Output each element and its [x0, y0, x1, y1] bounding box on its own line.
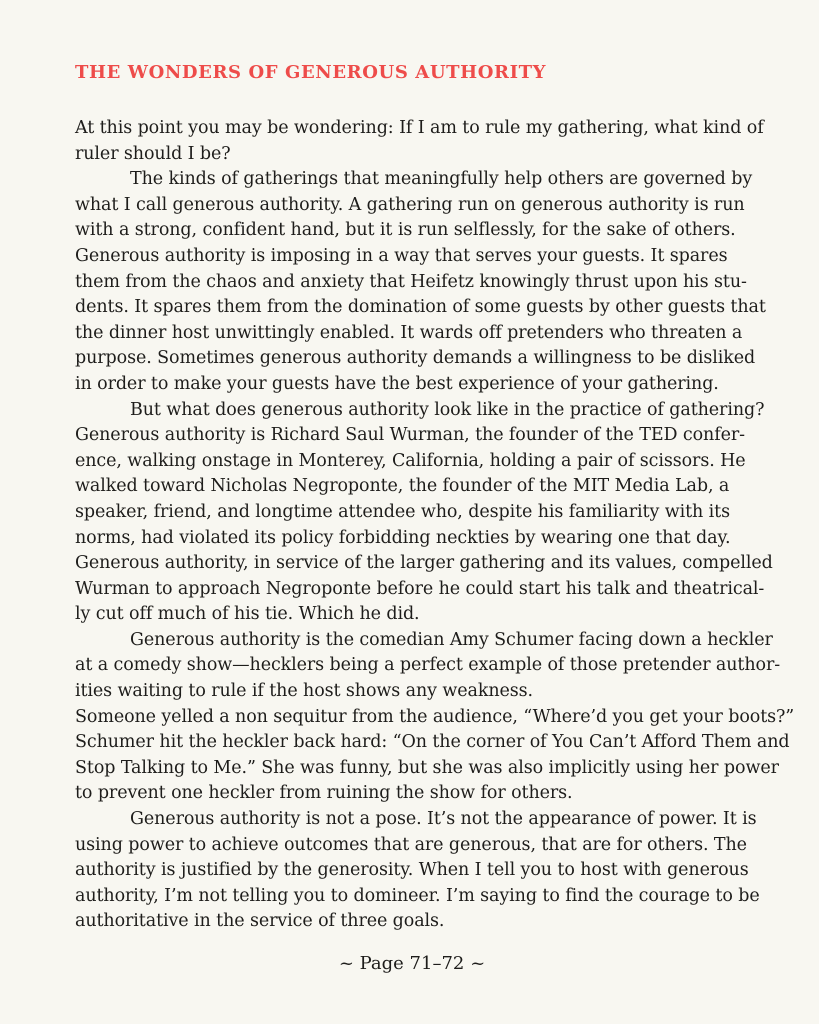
text-line: Schumer hit the heckler back hard: “On the corner of You Can’t Afford Them and: [75, 732, 790, 753]
text-line: Generous authority is imposing in a way that serves your guests. It spares: [75, 245, 728, 266]
text-line: Stop Talking to Me.” She was funny, but she was also implicitly using her power: [75, 757, 779, 778]
text-line: using power to achieve outcomes that are generous, that are for others. The: [75, 834, 747, 855]
text-line: Generous authority is the comedian Amy Schumer facing down a heckler: [130, 629, 773, 650]
text-line: norms, had violated its policy forbidding neckties by wearing one that day.: [75, 527, 731, 548]
text-line: At this point you may be wondering: If I am to rule my gathering, what kind of: [75, 118, 764, 138]
text-line: with a strong, confident hand, but it is run selflessly, for the sake of others.: [75, 220, 736, 241]
text-line: what I call generous authority. A gathering run on generous authority is run: [75, 194, 745, 215]
text-line: authority is justified by the generosity. When I tell you to host with generous: [75, 860, 749, 881]
text-line: at a comedy show—hecklers being a perfect example of those pretender author-: [75, 655, 781, 676]
text-line: Generous authority, in service of the larger gathering and its values, compelled: [75, 553, 773, 574]
text-line: Generous authority is Richard Saul Wurman, the founder of the TED confer-: [75, 425, 745, 446]
section-heading: THE WONDERS OF GENEROUS AUTHORITY: [75, 62, 547, 83]
text-line: ruler should I be?: [75, 143, 231, 164]
page-number: ~ Page 71–72 ~: [338, 953, 486, 974]
text-line: ities waiting to rule if the host shows any weakness.: [75, 681, 534, 702]
text-line: The kinds of gatherings that meaningfully help others are governed by: [130, 169, 753, 190]
text-line: in order to make your guests have the best experience of your gathering.: [75, 373, 719, 394]
text-line: Someone yelled a non sequitur from the audience, “Where’d you get your boots?”: [75, 706, 795, 727]
text-line: authoritative in the service of three goals.: [75, 911, 445, 932]
text-line: to prevent one heckler from ruining the show for others.: [75, 783, 573, 804]
text-line: them from the chaos and anxiety that Heifetz knowingly thrust upon his stu-: [75, 271, 747, 292]
page-body: [75, 116, 795, 935]
text-line: walked toward Nicholas Negroponte, the founder of the MIT Media Lab, a: [75, 476, 730, 497]
text-line: purpose. Sometimes generous authority demands a willingness to be disliked: [75, 348, 756, 369]
text-line: ence, walking onstage in Monterey, California, holding a pair of scissors. He: [75, 450, 746, 471]
text-line: the dinner host unwittingly enabled. It wards off pretenders who threaten a: [75, 322, 743, 343]
text-line: dents. It spares them from the domination of some guests by other guests that: [75, 297, 766, 318]
text-line: Generous authority is not a pose. It’s not the appearance of power. It is: [130, 809, 757, 830]
text-line: ly cut off much of his tie. Which he did.: [75, 604, 420, 625]
text-line: But what does generous authority look like in the practice of gathering?: [130, 399, 765, 420]
text-line: authority, I’m not telling you to domineer. I’m saying to find the courage to be: [75, 885, 760, 906]
text-line: speaker, friend, and longtime attendee who, despite his familiarity with its: [75, 501, 730, 522]
text-line: Wurman to approach Negroponte before he could start his talk and theatrical-: [75, 578, 765, 599]
